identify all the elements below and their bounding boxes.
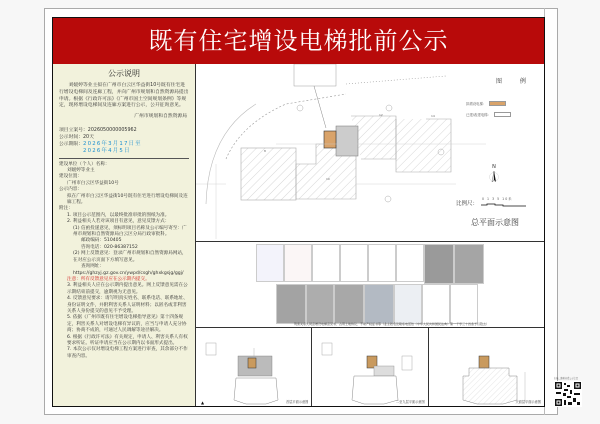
floor-plan-drawing: [196, 328, 312, 406]
drawings-area: [196, 64, 544, 406]
postal-code: 邮政编码：510405: [81, 238, 122, 244]
note-item: 1. 项目公示范围内，以最终批准审批的图纸为准。: [67, 212, 170, 218]
note-item: 5. 依据《广州市既有住宅增设电梯指导意见》第十四条规定，利害关系人对增设电梯有异议的，应当与申请人充分协商；协商不成的，可通过人民调解等途径解决。: [67, 315, 187, 334]
qr-code-icon[interactable]: [554, 381, 582, 407]
floor-plan-typical: [312, 328, 428, 406]
location-value: 广州市白云区华益街10号: [67, 180, 119, 186]
supporting-documents: [196, 242, 544, 328]
document-thumbnail-signatures[interactable]: [422, 284, 450, 324]
north-label: N: [492, 164, 496, 170]
site-plan-drawing: [196, 64, 544, 242]
floor-plan-ground: [196, 328, 312, 406]
site-plan-title: 总平面示意图: [471, 218, 519, 227]
note-item: 6. 根据《行政许可法》有关规定，申请人、利害关系人有权要求听证。听证申请应当在公示期内以书面形式提出。: [67, 334, 188, 346]
scale-bar-icon: [481, 203, 526, 207]
applicant-label: 建设单位（个人）名称：: [59, 161, 110, 167]
applicant-name: 刘媛婷等业主: [67, 168, 95, 173]
notice-range-end: 2026年4月5日: [83, 147, 131, 154]
notice-period-row: [59, 134, 189, 141]
note-item: (1) 信函投递意见，须标明项目名称及公示编号寄至：广州市规划和自然资源局白云区分局行政审批科。: [73, 225, 187, 238]
project-number-row: [59, 127, 189, 134]
divider: [59, 158, 189, 159]
notice-range-start: 2026年3月17日至: [83, 140, 142, 147]
notice-signature: 广州市规划和自然资源局: [134, 114, 187, 120]
floor-plan-caption: 二至九层平面示意图: [395, 400, 425, 404]
document-thumbnail[interactable]: [394, 284, 422, 324]
floor-plans: [196, 328, 544, 406]
document-thumbnail[interactable]: [368, 244, 396, 282]
query-url-link[interactable]: https://ghzyj.gz.gov.cn/ywpd/csgh/ghxkgsjg/ggj/: [73, 270, 184, 276]
legend-title: 图 例: [496, 78, 534, 85]
north-arrow-icon: ▲: [201, 400, 205, 405]
document-thumbnail-signatures[interactable]: [284, 244, 312, 282]
content-label: 公示内容：: [59, 187, 82, 193]
legend-label: 已建/改建电梯：: [466, 113, 491, 117]
scale-ticks: 0 1 3 5 10米: [482, 197, 513, 201]
notice-intro: 刘媛婷等业主拟在广州市白云区华益街10号既有住宅进行增设电梯间及连廊工程，并向广州市规划和自然资源局提出申请。根据《行政许可法》《广州市国土空间规划条例》等规定，现将增设电梯间及连廊方案进行公示，公开征询意见。: [59, 83, 189, 109]
note-item: 3. 利益相关人应在公示期内提出意见。网上反馈意见需在公示期结束前提交，逾期视为无意见。: [67, 283, 188, 295]
legend-new-elevator: [466, 101, 506, 106]
notice-range-row: [59, 141, 189, 148]
note-item: 4. 反馈意见要求：请写明真实姓名、联系电话、联系地址、身份证明文件，并附利害关系人证明材料；以匿名或非利害关系人身份提交的意见不予受理。: [67, 296, 188, 314]
document-thumbnail-scan[interactable]: [334, 284, 364, 324]
floor-plan-caption: 首层平面示意图: [286, 400, 309, 404]
building-label: 12: [379, 113, 383, 117]
scale-label: 比例尺：: [456, 201, 479, 207]
compass-needle-icon: [489, 170, 499, 184]
floor-plan-drawing: [312, 328, 428, 406]
qr-caption: 扫描二维码查看公示信息: [554, 377, 579, 380]
floor-plan-caption: 天面层平面示意图: [515, 400, 541, 404]
legend-label: 拟增设电梯：: [466, 102, 487, 106]
notice-board: [52, 17, 545, 407]
location-label: 建设位置：: [59, 174, 82, 180]
floor-plan-drawing: [429, 328, 544, 406]
building-label: 8: [264, 149, 266, 153]
query-url-label: 查询网址：: [81, 264, 104, 270]
document-thumbnail-scan[interactable]: [454, 244, 484, 284]
building-label: 10: [326, 177, 330, 181]
building-label: 14: [431, 114, 435, 118]
document-thumbnail-scan[interactable]: [364, 284, 394, 324]
note-item: 2. 利益相关人若对该项目有意见，意见反馈方式：: [67, 219, 170, 225]
document-thumbnail-scan[interactable]: [276, 284, 306, 324]
legend-swatch-orange: [489, 101, 506, 106]
project-number-label: 项目立案号：: [59, 127, 88, 133]
phone-number: 咨询电话：020-86387152: [81, 244, 138, 250]
notice-heading: 公示说明: [108, 69, 140, 78]
legend-existing-elevator: [466, 112, 511, 117]
document-thumbnail[interactable]: [312, 244, 340, 282]
document-thumbnail-scan[interactable]: [424, 244, 454, 284]
document-thumbnail-scan[interactable]: [306, 284, 334, 324]
legend-swatch-white: [494, 112, 511, 117]
note-item: 7. 本次公示仅对增设电梯工程方案进行审查，其余部分不作审查内容。: [67, 347, 188, 359]
project-number: 2026050000005962: [87, 127, 137, 133]
notice-range-end-row: [59, 148, 189, 155]
notice-range-label: 公示期限：: [59, 141, 83, 147]
page-title: 既有住宅增设电梯批前公示: [53, 18, 544, 64]
documents-caption: 利害关系人同意增设电梯意见书、占用土地协议、不动产权证书等（业主姓名及联系电话依《中华人民共和国民法典》第一千零三十四条予以隐去）: [294, 322, 490, 326]
content-value: 拟在广州市白云区华益街10号既有住宅进行增设电梯间及连廊工程。: [67, 193, 188, 206]
notes-label: 附注：: [59, 206, 73, 212]
warning-note: 注意：所有反馈意见应在公示期内提交。: [67, 276, 150, 282]
document-thumbnail[interactable]: [340, 244, 368, 282]
document-thumbnail[interactable]: [396, 244, 424, 282]
site-plan: [196, 64, 544, 242]
document-thumbnail-signatures[interactable]: [450, 284, 478, 324]
notice-description-panel: [53, 64, 196, 406]
document-thumbnail-consent[interactable]: [256, 244, 284, 282]
note-item: (2) 网上反馈意见：登录广州市规划和自然资源局网站，在对应公示页面下方填写意见。: [73, 251, 187, 263]
notice-period: 20天: [83, 134, 94, 140]
floor-plan-roof: [429, 328, 544, 406]
right-margin-rail: [544, 8, 558, 415]
north-arrow-icon: [487, 164, 501, 186]
qr-block: [554, 377, 584, 407]
notice-period-label: 公示时间：: [59, 134, 83, 140]
